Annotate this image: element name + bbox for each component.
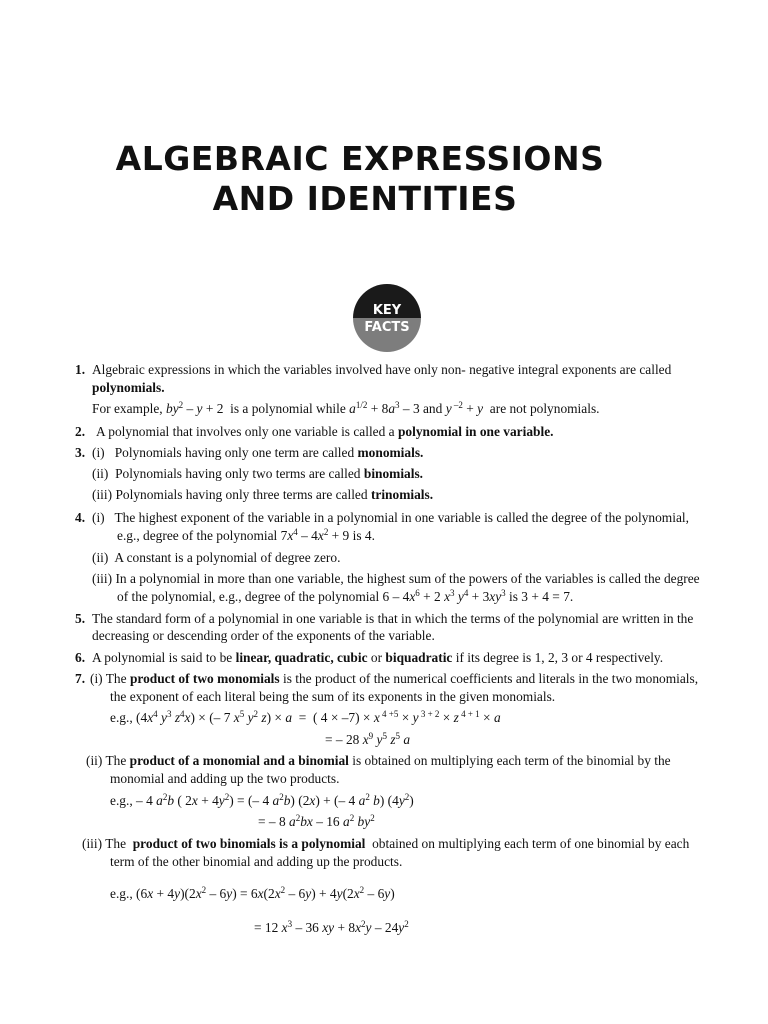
- item4-i-line2: e.g., degree of the polynomial $7x^4 - 4x^2 + 9$ is 4.: [117, 527, 375, 543]
- item7-ii-result: = – 8 $a^2bx - 16$ $a^2$ $by^2$: [258, 813, 375, 829]
- item4-iii-line1: [92, 571, 700, 587]
- eg-label: e.g.,: [110, 710, 133, 725]
- sub-label: (iii): [92, 487, 113, 502]
- item5-line1: The standard form of a polynomial in one variable is that in which the terms of the polynomial are written in the: [92, 611, 694, 626]
- term-polynomial-one-variable: polynomial in one variable.: [397, 424, 554, 439]
- sub-label: (iii): [82, 836, 103, 851]
- term-binomials: binomials.: [363, 466, 424, 481]
- item-number-1: 1.: [75, 362, 86, 377]
- term-polynomials: polynomials.: [92, 380, 165, 395]
- term-trinomials: trinomials.: [370, 487, 434, 502]
- item7-ii-the: The: [105, 753, 127, 768]
- term-degrees: linear, quadratic, cubic: [235, 650, 368, 665]
- item4-iii-pre: of the polynomial, e.g., degree of the polynomial: [117, 589, 380, 604]
- item3-i: [92, 445, 423, 461]
- item7-iii-example: e.g., $(6x + 4y)(2x^2 - 6y) = 6x(2x^2 - 6y) + 4y(2x^2 - 6y)$: [110, 885, 395, 901]
- item4-ii-text: A constant is a polynomial of degree zero.: [114, 550, 341, 565]
- item4-i-post: is 4.: [352, 528, 375, 543]
- sub-label: (ii): [86, 753, 103, 768]
- eg-label: e.g.,: [110, 793, 133, 808]
- item7-i-line1: [90, 671, 698, 687]
- item3-ii-text: Polynomials having only two terms are called: [115, 466, 361, 481]
- item-number-5: 5.: [75, 611, 86, 626]
- term-product-two-binomials: product of two binomials is a polynomial: [132, 836, 366, 851]
- item-number-3: 3.: [75, 445, 86, 460]
- badge-top-label: KEY: [353, 284, 421, 318]
- item6-pre: A polynomial is said to be: [92, 650, 233, 665]
- item-number-2: 2.: [75, 424, 86, 439]
- item4-iii-line2: of the polynomial, e.g., degree of the polynomial $6 - 4x^6 + 2$ $x^3$ $y^4 + 3xy^3$ is 3 + 4 = 7.: [117, 588, 574, 604]
- example-mid: is a polynomial while: [230, 401, 346, 416]
- item3-i-text: Polynomials having only one term are called: [114, 445, 355, 460]
- key-facts-badge: [353, 284, 421, 352]
- item4-i-pre: e.g., degree of the polynomial: [117, 528, 278, 543]
- item7-i-the: The: [105, 671, 127, 686]
- badge-bottom-label: FACTS: [353, 318, 421, 352]
- item3-iii: [92, 487, 433, 503]
- item6-post: if its degree is 1, 2, 3 or 4 respectively.: [455, 650, 664, 665]
- term-biquadratic: biquadratic: [385, 650, 453, 665]
- example-prefix: For example,: [92, 401, 163, 416]
- item7-i-line2: the exponent of each literal being the sum of its exponents in the given monomials.: [110, 689, 556, 704]
- sub-label: (i): [92, 445, 105, 460]
- item-number-6: 6.: [75, 650, 86, 665]
- item7-i-post: is the product of the numerical coefficients and literals in the two monomials,: [282, 671, 699, 686]
- item2-text: A polynomial that involves only one variable is called a: [96, 424, 395, 439]
- item3-iii-text: Polynomials having only three terms are called: [115, 487, 368, 502]
- item7-i-result: = – 28 $x^9$ $y^5$ $z^5$ a: [325, 731, 411, 747]
- chapter-title-line2: AND IDENTITIES: [212, 179, 518, 218]
- item4-iii-post: is 3 + 4 = 7.: [509, 589, 574, 604]
- item6-or: or: [370, 650, 383, 665]
- item7-iii-post: obtained on multiplying each term of one binomial by each: [372, 836, 690, 851]
- item7-iii-line2: term of the other binomial and adding up the products.: [110, 854, 403, 869]
- term-product-two-monomials: product of two monomials: [129, 671, 280, 686]
- example-and: and: [422, 401, 443, 416]
- item1-line2: [92, 380, 165, 396]
- item3-ii: [92, 466, 423, 482]
- item4-i-text: The highest exponent of the variable in a polynomial in one variable is called the degree of the polynomial,: [114, 510, 689, 525]
- item2-line: [96, 424, 553, 440]
- sub-label: (iii): [92, 571, 113, 586]
- item4-ii: [92, 550, 340, 566]
- term-monomials: monomials.: [357, 445, 424, 460]
- item4-i-line1: [92, 510, 689, 526]
- example-end: are not polynomials.: [489, 401, 600, 416]
- item1-example: For example, $by^2 - y + 2$ is a polynomial while $a^{1/2} + 8a^3 - 3$ and y $^{-2}$ + y are not polynomials.: [92, 400, 600, 416]
- item7-ii-post: is obtained on multiplying each term of the binomial by the: [352, 753, 671, 768]
- item7-ii-line1: [86, 753, 671, 769]
- item7-ii-example: e.g., – 4 $a^2b$ ( $2x + 4y^2$) = (– 4 $a^2b$) (2x) + (– 4 $a^2$ b) $(4y^2)$: [110, 792, 414, 808]
- sub-label: (ii): [92, 550, 109, 565]
- item7-iii-result: = 12 $x^3 - 36$ xy + $8x^2y - 24y^2$: [254, 919, 409, 935]
- sub-label: (i): [92, 510, 105, 525]
- item6-line: [92, 650, 663, 666]
- item4-iii-text: In a polynomial in more than one variable, the highest sum of the powers of the variables is called the degree: [115, 571, 700, 586]
- item-number-7: 7.: [75, 671, 86, 686]
- eg-label: e.g.,: [110, 886, 133, 901]
- term-product-monomial-binomial: product of a monomial and a binomial: [129, 753, 349, 768]
- sub-label: (ii): [92, 466, 109, 481]
- item-number-4: 4.: [75, 510, 86, 525]
- item7-iii-the: The: [105, 836, 127, 851]
- item7-ii-line2: monomial and adding up the two products.: [110, 771, 340, 786]
- item7-i-example: e.g., ($4x^4$ $y^3$ $z^4x$) × (– 7 $x^5$ $y^2$ z) × a = ( 4 × –7) × x $^{4 +5}$ × y $^{3 + 2}$ × z $^{4 + 1}$ × a: [110, 709, 501, 725]
- item7-iii-line1: [82, 836, 689, 852]
- item1-line1: Algebraic expressions in which the variables involved have only non- negative integral exponents are called: [92, 362, 672, 377]
- chapter-title-line1: ALGEBRAIC EXPRESSIONS: [115, 139, 605, 178]
- item5-line2: decreasing or descending order of the exponents of the variable.: [92, 628, 435, 643]
- sub-label: (i): [90, 671, 103, 686]
